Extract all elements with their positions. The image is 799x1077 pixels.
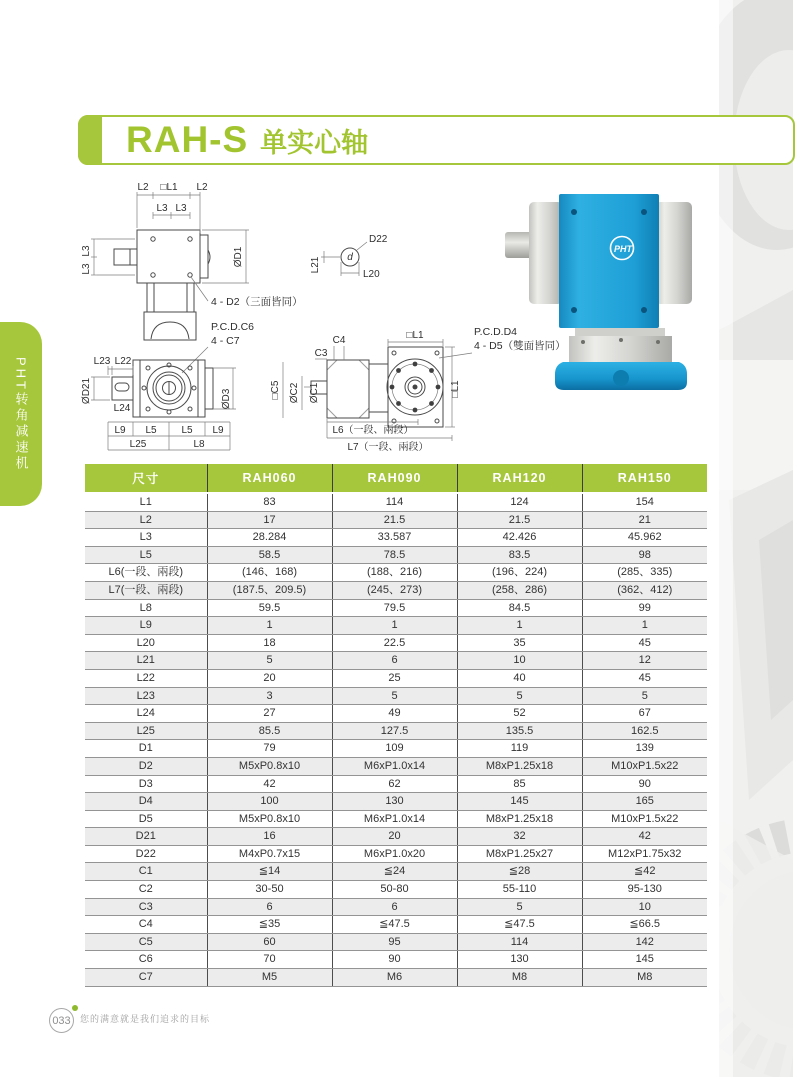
table-row bbox=[85, 845, 707, 863]
value-cell: 83 bbox=[207, 493, 332, 511]
svg-text:PHT: PHT bbox=[614, 244, 632, 254]
svg-text:L9: L9 bbox=[114, 425, 126, 436]
value-cell: 21.5 bbox=[332, 511, 457, 529]
model-series-subtitle: 单实心轴 bbox=[260, 128, 369, 158]
value-cell: M5xP0.8x10 bbox=[207, 757, 332, 775]
table-row bbox=[85, 546, 707, 564]
value-cell: 16 bbox=[207, 828, 332, 846]
value-cell: 6 bbox=[332, 652, 457, 670]
page-number-dot bbox=[72, 1005, 78, 1011]
value-cell: 145 bbox=[457, 793, 582, 811]
value-cell: 5 bbox=[582, 687, 707, 705]
svg-text:ØC2: ØC2 bbox=[289, 382, 300, 404]
row-label-cell: L3 bbox=[85, 529, 207, 547]
value-cell: (285、335) bbox=[582, 564, 707, 582]
value-cell: ≦35 bbox=[207, 916, 332, 934]
value-cell: 49 bbox=[332, 705, 457, 723]
table-row bbox=[85, 775, 707, 793]
table-header-cell: RAH090 bbox=[332, 464, 457, 493]
sidebar-category-tab bbox=[0, 322, 42, 506]
value-cell: M10xP1.5x22 bbox=[582, 810, 707, 828]
table-row bbox=[85, 898, 707, 916]
value-cell: ≦47.5 bbox=[457, 916, 582, 934]
svg-text:4 - C7: 4 - C7 bbox=[211, 335, 240, 347]
row-label-cell: L20 bbox=[85, 634, 207, 652]
value-cell: 67 bbox=[582, 705, 707, 723]
svg-text:L25: L25 bbox=[129, 439, 147, 450]
svg-text:□L1: □L1 bbox=[160, 182, 178, 193]
svg-text:L23: L23 bbox=[93, 356, 111, 367]
value-cell: 55-110 bbox=[457, 881, 582, 899]
row-label-cell: D22 bbox=[85, 845, 207, 863]
svg-text:L24: L24 bbox=[113, 403, 131, 414]
value-cell: 85.5 bbox=[207, 722, 332, 740]
row-label-cell: C2 bbox=[85, 881, 207, 899]
table-row bbox=[85, 669, 707, 687]
value-cell: 114 bbox=[332, 493, 457, 511]
sidebar-tab-label: PHT转角减速机 bbox=[13, 356, 29, 472]
value-cell: M6xP1.0x14 bbox=[332, 810, 457, 828]
table-row bbox=[85, 810, 707, 828]
page-number-badge bbox=[49, 1008, 74, 1033]
value-cell: M5 bbox=[207, 969, 332, 987]
value-cell: 135.5 bbox=[457, 722, 582, 740]
row-label-cell: L9 bbox=[85, 617, 207, 635]
row-label-cell: L21 bbox=[85, 652, 207, 670]
value-cell: ≦42 bbox=[582, 863, 707, 881]
footer-slogan: 您的满意就是我们追求的目标 bbox=[80, 1014, 211, 1024]
svg-text:C4: C4 bbox=[332, 335, 346, 346]
value-cell: 42 bbox=[582, 828, 707, 846]
svg-text:ØD3: ØD3 bbox=[221, 388, 232, 410]
section-title-bar bbox=[78, 115, 795, 165]
svg-text:L8: L8 bbox=[193, 439, 205, 450]
value-cell: 5 bbox=[457, 687, 582, 705]
svg-text:□L1: □L1 bbox=[406, 330, 424, 341]
table-row bbox=[85, 705, 707, 723]
value-cell: 59.5 bbox=[207, 599, 332, 617]
value-cell: 130 bbox=[457, 951, 582, 969]
value-cell: 45.962 bbox=[582, 529, 707, 547]
value-cell: 35 bbox=[457, 634, 582, 652]
flange-side-view bbox=[270, 326, 566, 453]
value-cell: 20 bbox=[332, 828, 457, 846]
table-row bbox=[85, 687, 707, 705]
table-row bbox=[85, 828, 707, 846]
table-row bbox=[85, 793, 707, 811]
row-label-cell: C4 bbox=[85, 916, 207, 934]
value-cell: 70 bbox=[207, 951, 332, 969]
value-cell: M4xP0.7x15 bbox=[207, 845, 332, 863]
svg-text:□L1: □L1 bbox=[450, 380, 461, 398]
value-cell: M8 bbox=[582, 969, 707, 987]
value-cell: 1 bbox=[457, 617, 582, 635]
value-cell: 154 bbox=[582, 493, 707, 511]
value-cell: 1 bbox=[332, 617, 457, 635]
table-header-cell: RAH120 bbox=[457, 464, 582, 493]
value-cell: 50-80 bbox=[332, 881, 457, 899]
svg-text:C3: C3 bbox=[314, 348, 328, 359]
svg-text:ØD1: ØD1 bbox=[233, 246, 244, 268]
value-cell: 124 bbox=[457, 493, 582, 511]
svg-text:4 - D5（雙面皆同）: 4 - D5（雙面皆同） bbox=[474, 340, 566, 352]
table-row bbox=[85, 493, 707, 511]
svg-text:L6（一段、兩段）: L6（一段、兩段） bbox=[332, 425, 414, 436]
technical-drawing bbox=[78, 172, 718, 462]
svg-text:L3: L3 bbox=[81, 263, 92, 275]
table-header-cell: RAH150 bbox=[582, 464, 707, 493]
table-row bbox=[85, 634, 707, 652]
title-accent-block bbox=[78, 115, 102, 165]
svg-text:L3: L3 bbox=[81, 245, 92, 257]
value-cell: M8xP1.25x18 bbox=[457, 810, 582, 828]
svg-text:L3: L3 bbox=[156, 203, 168, 214]
value-cell: 33.587 bbox=[332, 529, 457, 547]
row-label-cell: L25 bbox=[85, 722, 207, 740]
value-cell: 42.426 bbox=[457, 529, 582, 547]
row-label-cell: L1 bbox=[85, 493, 207, 511]
row-label-cell: C7 bbox=[85, 969, 207, 987]
svg-text:D22: D22 bbox=[369, 234, 388, 245]
value-cell: ≦14 bbox=[207, 863, 332, 881]
value-cell: 3 bbox=[207, 687, 332, 705]
row-label-cell: D2 bbox=[85, 757, 207, 775]
svg-text:L22: L22 bbox=[114, 356, 132, 367]
value-cell: 30-50 bbox=[207, 881, 332, 899]
value-cell: 1 bbox=[207, 617, 332, 635]
row-label-cell: C5 bbox=[85, 933, 207, 951]
table-row bbox=[85, 581, 707, 599]
value-cell: 42 bbox=[207, 775, 332, 793]
front-view bbox=[81, 182, 303, 373]
svg-text:L2: L2 bbox=[137, 182, 149, 193]
value-cell: 162.5 bbox=[582, 722, 707, 740]
value-cell: 21 bbox=[582, 511, 707, 529]
table-row bbox=[85, 757, 707, 775]
value-cell: 10 bbox=[582, 898, 707, 916]
value-cell: 79 bbox=[207, 740, 332, 758]
value-cell: 25 bbox=[332, 669, 457, 687]
table-row bbox=[85, 881, 707, 899]
svg-text:L21: L21 bbox=[310, 256, 321, 274]
row-label-cell: L5 bbox=[85, 546, 207, 564]
page-number: 033 bbox=[52, 1014, 71, 1027]
row-label-cell: D4 bbox=[85, 793, 207, 811]
value-cell: M6 bbox=[332, 969, 457, 987]
value-cell: 20 bbox=[207, 669, 332, 687]
value-cell: 95 bbox=[332, 933, 457, 951]
table-row bbox=[85, 722, 707, 740]
table-row bbox=[85, 511, 707, 529]
page-title bbox=[126, 119, 368, 161]
table-header-row bbox=[85, 464, 707, 493]
value-cell: ≦47.5 bbox=[332, 916, 457, 934]
value-cell: 45 bbox=[582, 634, 707, 652]
svg-text:L7（一段、兩段）: L7（一段、兩段） bbox=[347, 442, 429, 453]
row-label-cell: L22 bbox=[85, 669, 207, 687]
table-row bbox=[85, 740, 707, 758]
value-cell: 5 bbox=[332, 687, 457, 705]
row-label-cell: C6 bbox=[85, 951, 207, 969]
value-cell: 130 bbox=[332, 793, 457, 811]
value-cell: 18 bbox=[207, 634, 332, 652]
value-cell: 21.5 bbox=[457, 511, 582, 529]
value-cell: 100 bbox=[207, 793, 332, 811]
svg-text:L2: L2 bbox=[196, 182, 208, 193]
value-cell: 127.5 bbox=[332, 722, 457, 740]
svg-text:L20: L20 bbox=[363, 269, 380, 280]
row-label-cell: L6(一段、兩段) bbox=[85, 564, 207, 582]
table-header-cell: RAH060 bbox=[207, 464, 332, 493]
row-label-cell: L24 bbox=[85, 705, 207, 723]
svg-text:P.C.D.C6: P.C.D.C6 bbox=[211, 321, 254, 333]
value-cell: (245、273) bbox=[332, 581, 457, 599]
table-row bbox=[85, 916, 707, 934]
value-cell: M6xP1.0x14 bbox=[332, 757, 457, 775]
value-cell: (146、168) bbox=[207, 564, 332, 582]
value-cell: 99 bbox=[582, 599, 707, 617]
table-row bbox=[85, 933, 707, 951]
value-cell: M8xP1.25x18 bbox=[457, 757, 582, 775]
value-cell: 22.5 bbox=[332, 634, 457, 652]
value-cell: 6 bbox=[207, 898, 332, 916]
shaft-detail-view bbox=[310, 234, 388, 280]
value-cell: 145 bbox=[582, 951, 707, 969]
svg-text:L5: L5 bbox=[181, 425, 193, 436]
svg-text:4 - D2（三面皆同）: 4 - D2（三面皆同） bbox=[211, 296, 303, 308]
value-cell: 10 bbox=[457, 652, 582, 670]
value-cell: 27 bbox=[207, 705, 332, 723]
row-label-cell: D3 bbox=[85, 775, 207, 793]
row-label-cell: L8 bbox=[85, 599, 207, 617]
table-row bbox=[85, 951, 707, 969]
value-cell: 62 bbox=[332, 775, 457, 793]
row-label-cell: D21 bbox=[85, 828, 207, 846]
table-row bbox=[85, 863, 707, 881]
value-cell: 40 bbox=[457, 669, 582, 687]
row-label-cell: D1 bbox=[85, 740, 207, 758]
value-cell: 60 bbox=[207, 933, 332, 951]
value-cell: ≦28 bbox=[457, 863, 582, 881]
value-cell: 90 bbox=[582, 775, 707, 793]
svg-text:L3: L3 bbox=[175, 203, 187, 214]
value-cell: 79.5 bbox=[332, 599, 457, 617]
value-cell: 5 bbox=[457, 898, 582, 916]
value-cell: 109 bbox=[332, 740, 457, 758]
value-cell: (188、216) bbox=[332, 564, 457, 582]
value-cell: 5 bbox=[207, 652, 332, 670]
svg-text:L5: L5 bbox=[145, 425, 157, 436]
value-cell: 85 bbox=[457, 775, 582, 793]
svg-text:ØC1: ØC1 bbox=[309, 382, 320, 404]
value-cell: M6xP1.0x20 bbox=[332, 845, 457, 863]
value-cell: 28.284 bbox=[207, 529, 332, 547]
spec-table bbox=[85, 464, 707, 987]
svg-text:d: d bbox=[347, 252, 353, 263]
value-cell: (258、286) bbox=[457, 581, 582, 599]
table-row bbox=[85, 599, 707, 617]
value-cell: (362、412) bbox=[582, 581, 707, 599]
model-series-title: RAH-S bbox=[126, 119, 249, 160]
value-cell: M10xP1.5x22 bbox=[582, 757, 707, 775]
value-cell: ≦66.5 bbox=[582, 916, 707, 934]
value-cell: 165 bbox=[582, 793, 707, 811]
value-cell: 95-130 bbox=[582, 881, 707, 899]
value-cell: M8 bbox=[457, 969, 582, 987]
value-cell: 114 bbox=[457, 933, 582, 951]
row-label-cell: C3 bbox=[85, 898, 207, 916]
row-label-cell: D5 bbox=[85, 810, 207, 828]
value-cell: M5xP0.8x10 bbox=[207, 810, 332, 828]
value-cell: 98 bbox=[582, 546, 707, 564]
svg-text:□C5: □C5 bbox=[270, 380, 281, 400]
table-row bbox=[85, 617, 707, 635]
row-label-cell: L23 bbox=[85, 687, 207, 705]
value-cell: (196、224) bbox=[457, 564, 582, 582]
value-cell: 6 bbox=[332, 898, 457, 916]
row-label-cell: C1 bbox=[85, 863, 207, 881]
value-cell: (187.5、209.5) bbox=[207, 581, 332, 599]
value-cell: 17 bbox=[207, 511, 332, 529]
svg-text:L9: L9 bbox=[212, 425, 224, 436]
table-row bbox=[85, 652, 707, 670]
value-cell: M12xP1.75x32 bbox=[582, 845, 707, 863]
svg-text:ØD21: ØD21 bbox=[81, 377, 92, 405]
side-view bbox=[81, 356, 236, 450]
value-cell: 90 bbox=[332, 951, 457, 969]
row-label-cell: L7(一段、兩段) bbox=[85, 581, 207, 599]
value-cell: 1 bbox=[582, 617, 707, 635]
value-cell: 139 bbox=[582, 740, 707, 758]
table-row bbox=[85, 564, 707, 582]
value-cell: ≦24 bbox=[332, 863, 457, 881]
value-cell: 83.5 bbox=[457, 546, 582, 564]
value-cell: 12 bbox=[582, 652, 707, 670]
value-cell: 58.5 bbox=[207, 546, 332, 564]
value-cell: 45 bbox=[582, 669, 707, 687]
value-cell: 119 bbox=[457, 740, 582, 758]
table-row bbox=[85, 529, 707, 547]
value-cell: 78.5 bbox=[332, 546, 457, 564]
row-label-cell: L2 bbox=[85, 511, 207, 529]
value-cell: 32 bbox=[457, 828, 582, 846]
value-cell: 84.5 bbox=[457, 599, 582, 617]
value-cell: M8xP1.25x27 bbox=[457, 845, 582, 863]
value-cell: 52 bbox=[457, 705, 582, 723]
table-header-cell: 尺寸 bbox=[85, 464, 207, 493]
value-cell: 142 bbox=[582, 933, 707, 951]
svg-text:P.C.D.D4: P.C.D.D4 bbox=[474, 326, 517, 338]
table-row bbox=[85, 969, 707, 987]
